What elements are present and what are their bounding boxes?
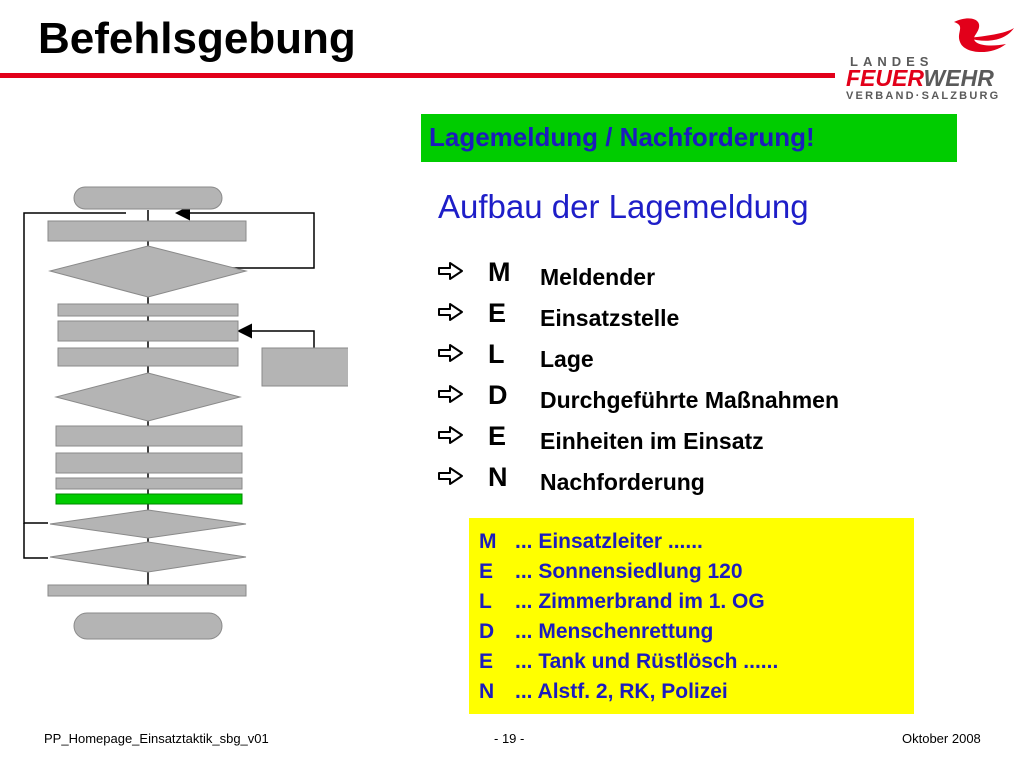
- flow-process-6: [56, 453, 242, 473]
- mnemonic-letter: E: [488, 421, 507, 451]
- logo-line2b: WEHR: [923, 65, 994, 91]
- flow-process-highlight: [56, 494, 242, 504]
- footer-filename: PP_Homepage_Einsatztaktik_sbg_v01: [44, 731, 269, 746]
- flow-process-2: [58, 304, 238, 316]
- footer-date: Oktober 2008: [902, 731, 981, 746]
- example-letter: D: [479, 620, 495, 643]
- flowchart-diagram: [18, 183, 348, 643]
- footer-page-number: - 19 -: [494, 731, 525, 746]
- flow-process-7: [56, 478, 242, 489]
- mnemonic-letter: E: [488, 298, 507, 328]
- example-letter: E: [479, 650, 494, 673]
- mnemonic-letter: M: [488, 257, 511, 287]
- flow-decision-3: [50, 510, 246, 538]
- example-letter: L: [479, 590, 492, 613]
- mnemonic-item: [436, 338, 936, 379]
- example-letter: E: [479, 560, 494, 583]
- mnemonic-letter: D: [488, 380, 508, 410]
- title-underline: [0, 73, 835, 78]
- mnemonic-word: Nachforderung: [540, 469, 705, 495]
- mnemonic-item: [436, 297, 936, 338]
- arrow-right-outline-icon: [436, 260, 466, 282]
- flow-start-terminal: [74, 187, 222, 209]
- mnemonic-word: Einheiten im Einsatz: [540, 428, 764, 454]
- feuerwehr-logo: [836, 14, 1016, 102]
- example-text: ... Menschenrettung: [515, 620, 714, 643]
- flow-process-3: [58, 321, 238, 341]
- arrow-right-outline-icon: [436, 465, 466, 487]
- mnemonic-word: Einsatzstelle: [540, 305, 680, 331]
- logo-line2a: FEUER: [846, 65, 924, 91]
- example-text: ... Einsatzleiter ......: [515, 530, 703, 553]
- example-text: ... Tank und Rüstlösch ......: [515, 650, 779, 673]
- topic-badge: [421, 114, 957, 162]
- mnemonic-letter: N: [488, 462, 508, 492]
- section-subtitle: Aufbau der Lagemeldung: [438, 188, 809, 225]
- flow-process-4: [58, 348, 238, 366]
- arrow-right-outline-icon: [436, 301, 466, 323]
- slide-title: Befehlsgebung: [38, 14, 356, 63]
- mnemonic-item: [436, 256, 936, 297]
- mnemonic-item: [436, 379, 936, 420]
- example-row: [479, 560, 743, 590]
- arrow-right-outline-icon: [436, 383, 466, 405]
- flow-process-8: [48, 585, 246, 596]
- flow-process-5: [56, 426, 242, 446]
- example-letter: M: [479, 530, 497, 553]
- flow-decision-4: [50, 542, 246, 572]
- example-row: [479, 590, 765, 620]
- example-text: ... Sonnensiedlung 120: [515, 560, 743, 583]
- flow-decision-1: [50, 246, 246, 297]
- mnemonic-word: Meldender: [540, 264, 656, 290]
- topic-badge-label: Lagemeldung / Nachforderung!: [429, 122, 815, 152]
- mnemonic-word: Lage: [540, 346, 594, 372]
- example-text: ... Zimmerbrand im 1. OG: [515, 590, 765, 613]
- example-text: ... Alstf. 2, RK, Polizei: [515, 680, 728, 703]
- logo-line3: VERBAND·SALZBURG: [846, 90, 1001, 102]
- example-row: [479, 530, 703, 560]
- mnemonic-item: [436, 420, 936, 461]
- svg-text:FEUERWEHR: [846, 65, 994, 91]
- arrow-right-outline-icon: [436, 424, 466, 446]
- example-box: [469, 518, 914, 714]
- mnemonic-item: [436, 461, 936, 502]
- flow-side-box: [262, 348, 348, 386]
- flow-decision-2: [56, 373, 240, 421]
- example-row: [479, 650, 778, 680]
- flow-process-1: [48, 221, 246, 241]
- mnemonic-list: [436, 256, 936, 502]
- logo-line1: LANDES: [850, 54, 934, 69]
- mnemonic-word: Durchgeführte Maßnahmen: [540, 387, 840, 413]
- example-row: [479, 680, 728, 710]
- arrow-right-outline-icon: [436, 342, 466, 364]
- example-letter: N: [479, 680, 495, 703]
- flow-end-terminal: [74, 613, 222, 639]
- example-row: [479, 620, 713, 650]
- mnemonic-letter: L: [488, 339, 505, 369]
